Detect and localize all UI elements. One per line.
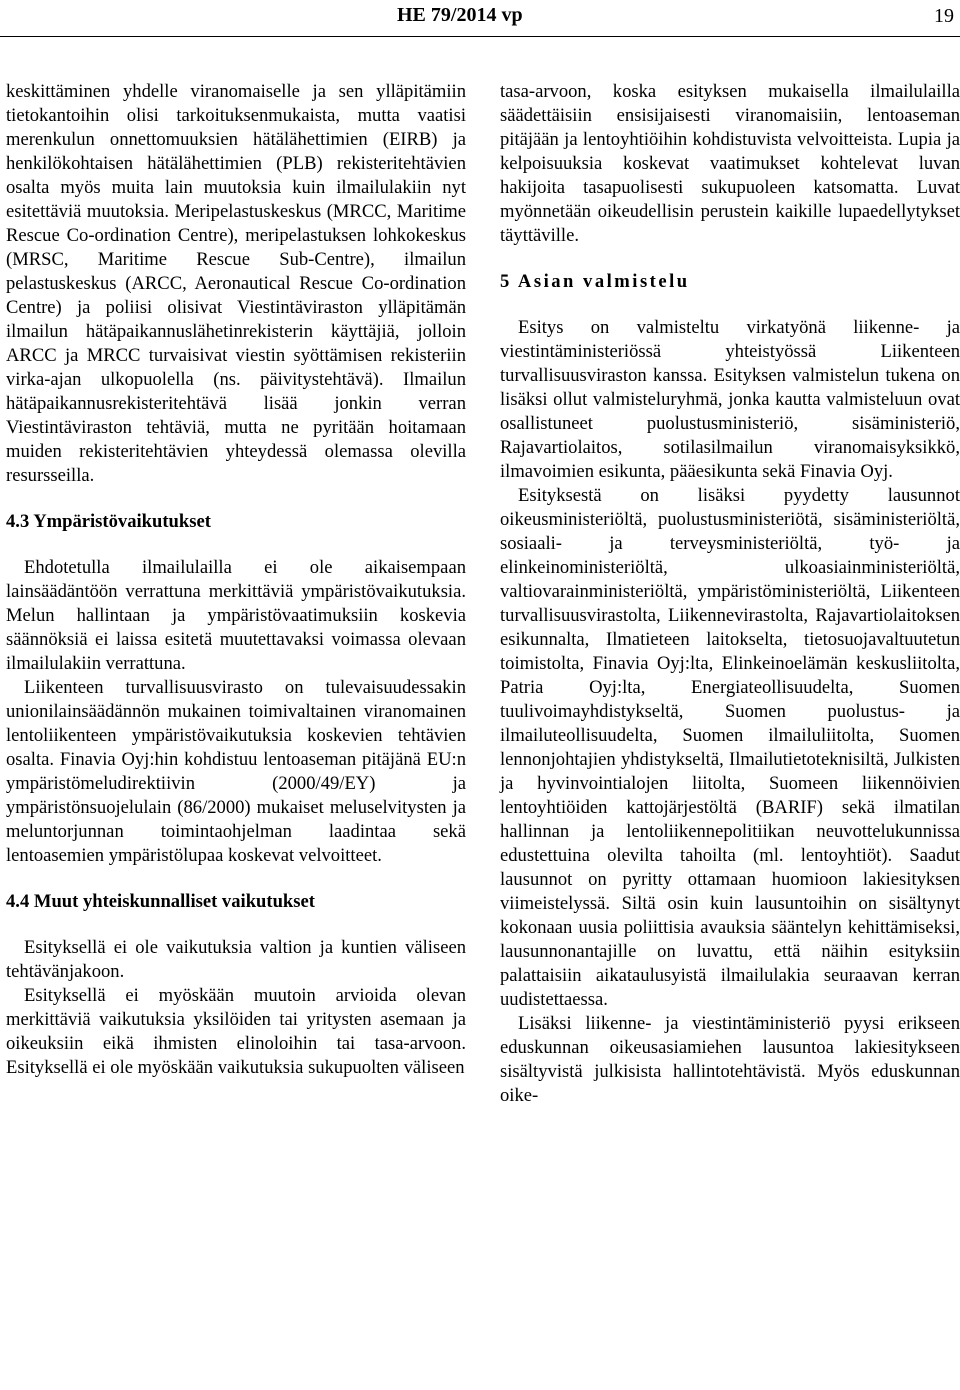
heading-5-preparation: 5 Asian valmistelu (500, 271, 690, 292)
paragraph-social-2: Esityksellä ei myöskään muutoin arvioida olevan merkittäviä vaikutuksia yksilöiden tai yritysten asemaan ja oikeuksiin eikä ihmisten elinoloihin tai tasa-arvoon. Esityksellä ei ole myöskään vaikutuksia sukupuolten väliseen (6, 985, 466, 1078)
header-rule (0, 36, 960, 37)
paragraph-rescue-centres: keskittäminen yhdelle viranomaiselle ja sen ylläpitämiin tietokantoihin olisi tarkoituksenmukaista, mutta vaatisi merenkulun onnettomuuksien hätälähettimien (EIRB) ja henkilökohtaisen hätälähettimien (PLB) rekisteritehtävien osalta myös muita lain muutoksia kuin ilmailulakiin nyt esitettäviä muutoksia. Meripelastuskeskus (MRCC, Maritime Rescue Co-ordination Centre), meripelastuksen lohkokeskus (MRSC, Maritime Rescue Sub-Centre), ilmailun pelastuskeskus (ARCC, Aeronautical Rescue Co-ordination Centre) ja poliisi olisivat Viestintäviraston ylläpitämän ilmailun hätäpaikannuslähetinrekisterin käyttäjiä, jolloin ARCC ja MRCC turvaisivat viestin syöttämisen rekisteriin virka-ajan ulkopuolella (ns. päivitystehtävä). Ilmailun hätäpaikannusrekisteritehtävä lisää jonkin verran Viestintäviraston tehtäviä, mutta ne pyritään hoitamaan muiden rekisteritehtävien yhteydessä olemassa olevilla resursseilla. (6, 81, 466, 486)
paragraph-equality-continued: tasa-arvoon, koska esityksen mukaisella ilmailulailla säädettäisiin ensisijaisesti viranomaisiin, lentoaseman pitäjään ja lentoyhtiöihin kohdistuvista velvoitteista. Lupia ja kelpoisuuksia koskevat vaatimukset kohtelevat luvan hakijoita tasapuolisesti sukupuoleen katsomatta. Luvat myönnetään oikeudellisin perustein kaikille lupaedellytykset täyttäville. (500, 81, 960, 246)
right-column (500, 80, 960, 1108)
paragraph-ombudsman: Lisäksi liikenne- ja viestintäministeriö pyysi erikseen eduskunnan oikeusasiamiehen lausuntoa lakiesitykseen sisältyvistä julkisista hallintotehtävistä. Myös eduskunnan oike- (500, 1013, 960, 1106)
paragraph-preparation: Esitys on valmisteltu virkatyönä liikenne- ja viestintäministeriössä yhteistyössä Liikenteen turvallisuusviraston kanssa. Esityksen valmistelun tukena on lisäksi ollut valmisteluryhmä, jonka kautta valmisteluun ovat osallistuneet puolustusministeriö, sisäministeriö, Rajavartiolaitos, sotilasilmailun viranomaisyksikkö, ilmavoimien esikunta, pääesikunta sekä Finavia Oyj. (500, 317, 960, 482)
paragraph-social-1: Esityksellä ei ole vaikutuksia valtion ja kuntien väliseen tehtävänjakoon. (6, 937, 466, 982)
paragraph-consultations: Esityksestä on lisäksi pyydetty lausunnot oikeusministeriöltä, puolustusministeriötä, sisäministeriöltä, sosiaali- ja terveysministeriöltä, työ- ja elinkeinoministeriöltä, ulkoasiainministeriöltä, valtiovarainministeriöltä, ympäristöministeriöltä, Liikenteen turvallisuusvirastolta, Liikennevirastolta, Rajavartiolaitoksen esikunnalta, Ilmatieteen laitokselta, tietosuojavaltuutetun toimistolta, Finavia Oyj:lta, Elinkeinoelämän keskusliitolta, Patria Oyj:lta, Energiateollisuudelta, Suomen tuulivoimayhdistykseltä, Suomen puolustus- ja ilmailuteollisuudelta, Suomen ilmailuliitolta, Suomen lennonjohtajien yhdistykseltä, Ilmailutietoteknisiltä, Julkisten ja hyvinvointialojen liitolta, Suomeen liikennöivien lentoyhtiöiden kattojärjestöltä (BARIF) sekä ilmatilan hallinnan ja lentoliikennepolitiikan neuvottelukunnissa edustettuina olevilta tahoilta (ml. lentoyhtiöt). Saadut lausunnot on pyritty ottamaan huomioon lakiesityksen viimeistelyssä. Siltä osin kuin lausuntoihin on sisältynyt kokonaan uusia poliittisia avauksia sääntelyn kehittämiseksi, lausunnonantajille on luvattu, että näihin esityksiin palattaisiin aikataulusyistä ilmailulakia seuraavan kerran uudistettaessa. (500, 485, 960, 1010)
page-number: 19 (934, 5, 954, 27)
document-id: HE 79/2014 vp (397, 4, 523, 26)
heading-4-3-environmental-impacts: 4.3 Ympäristövaikutukset (6, 511, 211, 532)
heading-4-4-other-social-impacts: 4.4 Muut yhteiskunnalliset vaikutukset (6, 891, 315, 912)
page-header (0, 0, 960, 38)
paragraph-environmental-2: Liikenteen turvallisuusvirasto on tulevaisuudessakin unionilainsäädännön mukainen toimivaltainen viranomainen lentoliikenteen ympäristövaikutuksia koskevien tehtävien osalta. Finavia Oyj:hin kohdistuu lentoaseman pitäjänä EU:n ympäristömeludirektiivin (2000/49/EY) ja ympäristönsuojelulain (86/2000) mukaiset meluselvitysten ja meluntorjunnan toimintaohjelman laadintaa sekä lentoasemien ympäristölupaa koskevat velvoitteet. (6, 677, 466, 866)
left-column (6, 80, 466, 1080)
paragraph-environmental-1: Ehdotetulla ilmailulailla ei ole aikaisempaan lainsäädäntöön verrattuna merkittäviä ympäristövaikutuksia. Melun hallintaan ja ympäristövaatimuksiin koskevia säännöksiä ei laissa esitetä muutettavaksi voimassa olevaan ilmailulakiin verrattuna. (6, 557, 466, 674)
